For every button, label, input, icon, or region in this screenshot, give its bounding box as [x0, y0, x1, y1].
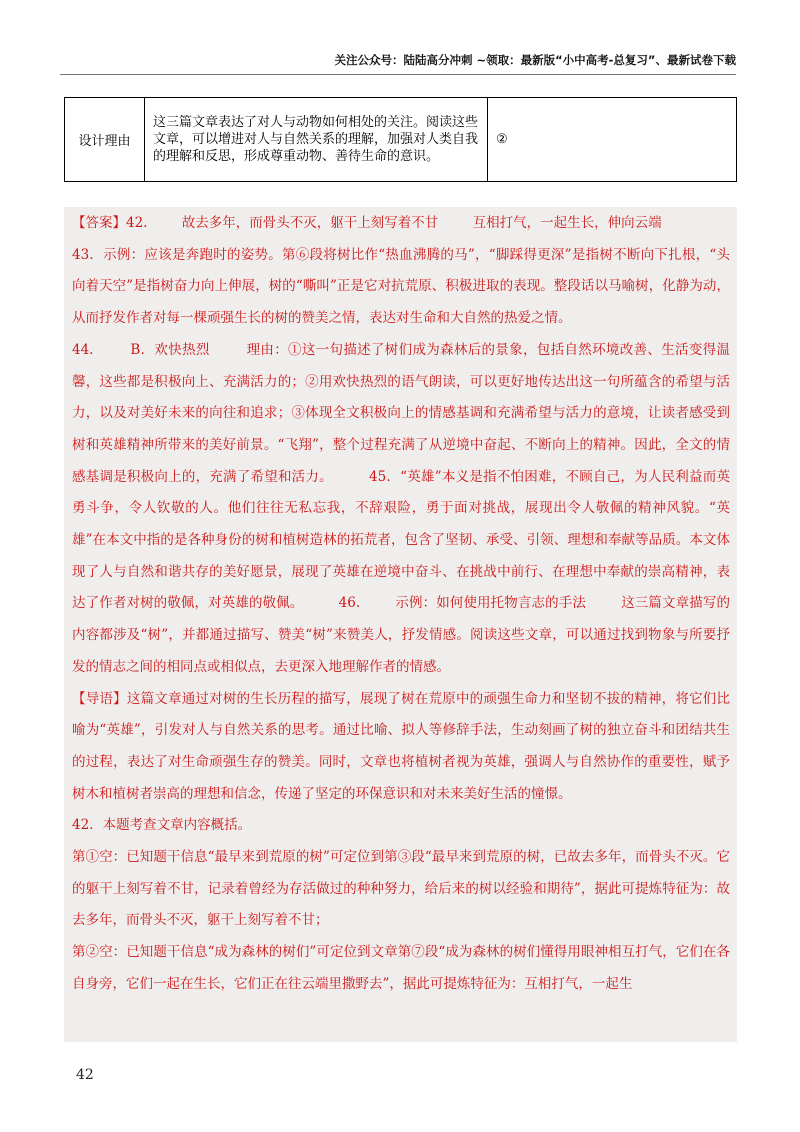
guide-paragraph: [72, 684, 730, 811]
answer-43: 43．示例：应该是奔跑时的姿势。第⑥段将树比作“热血沸腾的马”，“脚踩得更深”是指树不断向下扎根，“头向着天空”是指树奋力向上伸展，树的“嘶叫”正是它对抗荒原、积极进取的表现。整段话以马喻树，化静为动，从而抒发作者对每一棵顽强生长的树的赞美之情，表达对生命和大自然的热爱之情。: [72, 246, 730, 327]
answer-44-46: 44. B．欢快热烈 理由：①这一句描述了树们成为森林后的景象，包括自然环境改善、生活变得温馨，这些都是积极向上、充满活力的；②用欢快热烈的语气朗读，可以更好地传达出这一句所蕴含的希望与活力，以及对美好未来的向往和追求；③体现全文积极向上的情感基调和充满希望与活力的意境，让读者感受到树和英雄精神所带来的美好前景。“飞翔”，整个过程充满了从逆境中奋起、不断向上的精神。因此，全文的情感基调是积极向上的，充满了希望和活力。 45．“英雄”本义是指不怕困难，不顾自己，为人民利益而英勇斗争，令人钦敬的人。他们往往无私忘我，不辞艰险，勇于面对挑战，展现出令人敬佩的精神风貌。“英雄”在本文中指的是各种身份的树和植树造林的拓荒者，包含了坚韧、承受、引领、理想和奉献等品质。本文体现了人与自然和谐共存的美好愿景，展现了英雄在逆境中奋斗、在挑战中前行、在理想中奉献的崇高精神，表达了作者对树的敬佩，对英雄的敬佩。 46. 示例：如何使用托物言志的手法 这三篇文章描写的内容都涉及“树”，并都通过描写、赞美“树”来赞美人，抒发情感。阅读这些文章，可以通过找到物象与所要抒发的情志之间的相同点或相似点，去更深入地理解作者的情感。: [72, 341, 730, 675]
row-content: 这三篇文章表达了对人与动物如何相处的关注。阅读这些文章，可以增进对人与自然关系的理解，加强对人类自我的理解和反思，形成尊重动物、善待生命的意识。: [145, 98, 488, 182]
answer-tag: 【答案】: [72, 215, 126, 231]
row-label: 设计理由: [65, 98, 145, 182]
page-number: 42: [76, 1067, 94, 1083]
q42-blank2: 第②空：已知题干信息“成为森林的树们”可定位到文章第⑦段“成为森林的树们懂得用眼神相互打气，它们在各自身旁，它们一起在生长，它们正在往云端里撒野去”，据此可提炼特征为：互相打气，一起生: [72, 944, 730, 992]
answer-42: 42. 故去多年，而骨头不灭，躯干上刻写着不甘 互相打气，一起生长，伸向云端: [126, 215, 662, 231]
page-header: 关注公众号：陆陆高分冲刺 ~领取：最新版“小中高考-总复习”、最新试卷下载: [334, 53, 736, 67]
answer-section: [72, 208, 730, 1001]
q42-title: 42．本题考查文章内容概括。: [72, 817, 252, 834]
table-row: [65, 98, 737, 182]
design-reason-table: [64, 97, 737, 182]
answer-slot: ②: [488, 98, 737, 182]
guide-tag: 【导语】: [72, 690, 127, 707]
q42-blank1: 第①空：已知题干信息“最早来到荒原的树”可定位到第③段“最早来到荒原的树，已故去多年，而骨头不灭。它的躯干上刻写着不甘，记录着曾经为存活做过的种种努力，给后来的树以经验和期待”，据此可提炼特征为：故去多年，而骨头不灭，躯干上刻写着不甘；: [72, 849, 730, 929]
guide-text: 这篇文章通过对树的生长历程的描写，展现了树在荒原中的顽强生命力和坚韧不拔的精神，将它们比喻为“英雄”，引发对人与自然关系的思考。通过比喻、拟人等修辞手法，生动刻画了树的独立奋斗和团结共生的过程，表达了对生命顽强生存的赞美。同时，文章也将植树者视为英雄，强调人与自然协作的重要性，赋予树木和植树者崇高的理想和信念，传递了坚定的环保意识和对未来美好生活的憧憬。: [72, 690, 731, 802]
header-divider: [60, 74, 736, 75]
answer-line-42: [72, 208, 730, 240]
